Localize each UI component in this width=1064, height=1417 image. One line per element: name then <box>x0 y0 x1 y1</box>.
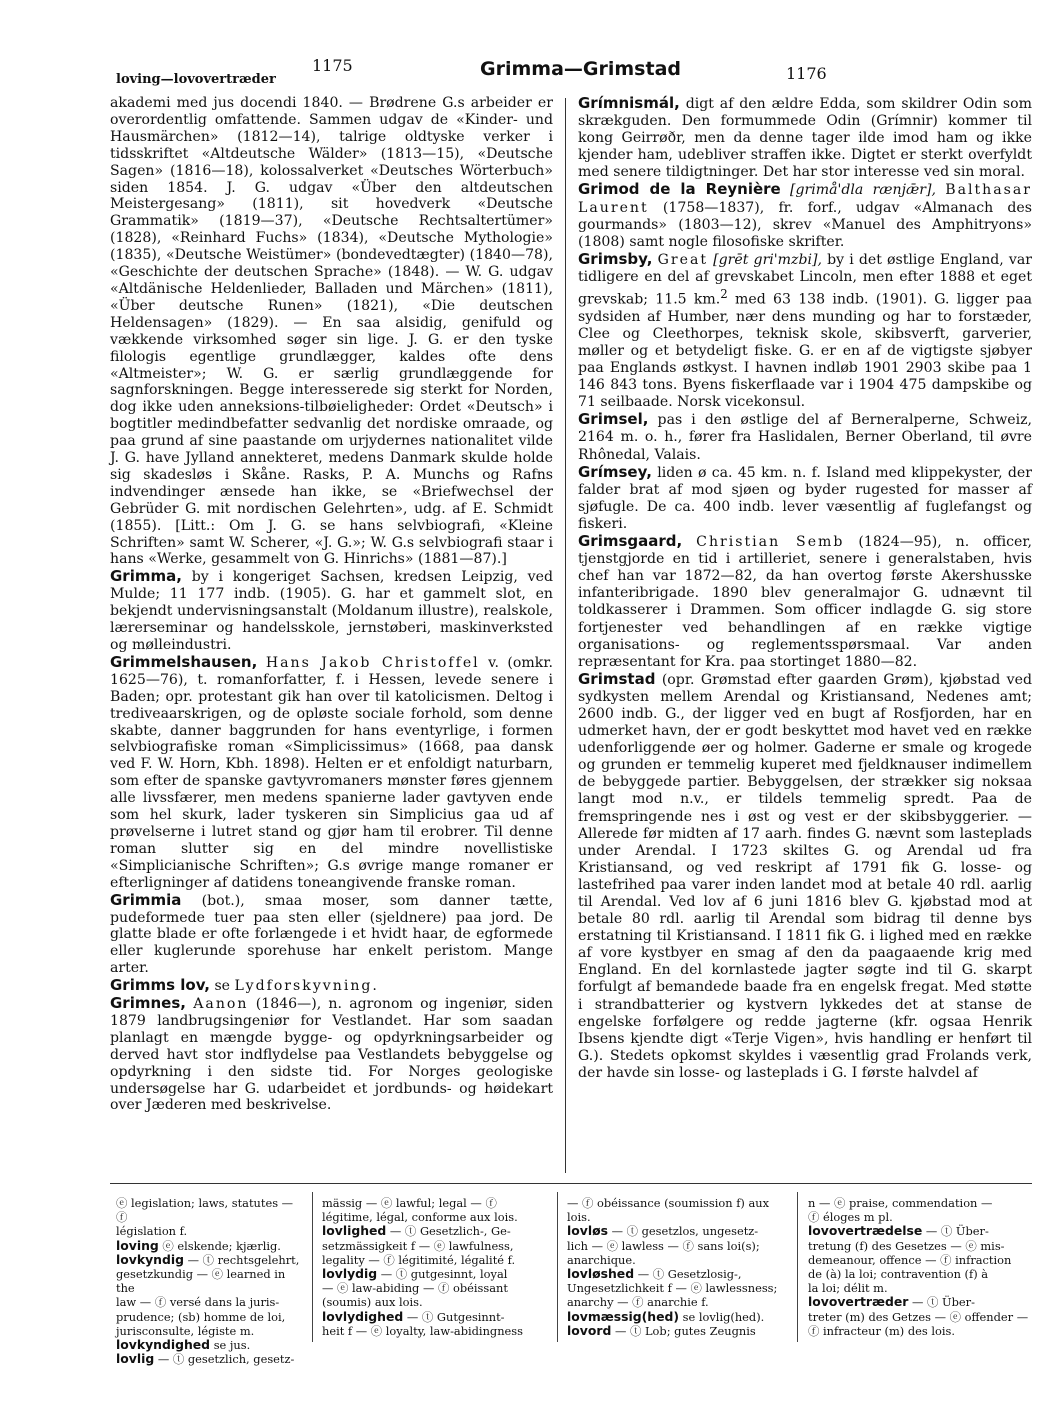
glossary-line: jurisconsulte, légiste m. <box>116 1323 255 1338</box>
glossary-line: légitime, légal, conforme aux lois. <box>322 1210 518 1225</box>
headword: Grimma, <box>110 567 182 586</box>
glossary-entry <box>567 1224 785 1238</box>
glossary-entry <box>808 1224 1030 1238</box>
glossary-line: anarchique. <box>567 1252 636 1267</box>
see-label: se <box>214 978 231 995</box>
glossary-text: — ⓣ gesetzlos, ungesetz- <box>611 1224 759 1239</box>
glossary-entry <box>116 1352 306 1366</box>
glossary-line: gesetzkundig — ⓔ learned in the <box>116 1267 286 1296</box>
entry-text: (bot.), smaa moser, som danner tætte, pudeformede tuer paa sten eller (sjeldnere) paa jord. De glatte blade er ofte forlængede i et hvidt haar, de egformede eller kuglerunde sporehuse har enkelt peristom. Mange arter. <box>110 892 553 977</box>
glossary-line: tretung (f) des Gesetzes — ⓔ mis- <box>808 1238 1005 1253</box>
name-prefix: Great <box>657 251 709 268</box>
entry-grimmelshausen <box>110 654 553 892</box>
glossary-headword: loving <box>116 1237 159 1253</box>
glossary-line: anarchy — ⓕ anarchie f. <box>567 1295 709 1310</box>
entry-grimma <box>110 568 553 654</box>
entry-text: by i det østlige England, var tidligere en del af grevskabet Lincoln, men efter 1888 et eget grevskab; 11.5 km. <box>578 251 1033 308</box>
glossary-text: — ⓣ Lob; gutes Zeugnis <box>614 1323 756 1338</box>
person-name: Balthasar Laurent <box>578 182 1033 216</box>
glossary-divider <box>312 1192 313 1342</box>
glossary-line: — ⓕ obéissance (soumission f) aux <box>567 1196 770 1210</box>
entry-text: pas i den østlige del af Berneralperne, Schweiz, 2164 m. o. h., fører fra Haslidalen, Berner Oberland, til øvre Rhônedal, Valais. <box>578 412 1033 463</box>
glossary-text: — ⓣ Gesetzlosig-, <box>637 1267 742 1282</box>
glossary-column-4 <box>808 1196 1030 1338</box>
glossary-headword: lovlig <box>116 1351 155 1367</box>
glossary-text: — ⓣ Gutgesinnt- <box>406 1309 505 1324</box>
entry-text: (1846—), n. agronom og ingeniør, siden 1879 landbrugsingeniør for Vestlandet. Har som saadan planlagt en mængde bygge- og opdyrkningsarbeider og derved havt stor indflydelse paa Vestlandets bebyggelse og opdyrkning i den sidste tid. For Norges geologiske undersøgelse har G. udarbeidet et jordbunds- og høidekart over Jæderen med beskrivelse. <box>110 996 553 1114</box>
left-column <box>110 95 553 1114</box>
column-divider <box>565 98 566 1173</box>
pronunciation: [grimå'dla rænjǣr], <box>789 182 936 199</box>
glossary-text: — ⓣ Über- <box>911 1295 975 1310</box>
glossary-entry <box>116 1239 306 1253</box>
entry-grimnes <box>110 995 553 1114</box>
page-title: Grimma—Grimstad <box>480 58 681 80</box>
glossary-headword: lovmæssig(hed) <box>567 1308 680 1324</box>
superscript: 2 <box>720 287 728 302</box>
headword: Grimms lov, <box>110 976 210 995</box>
glossary-text: — ⓣ gesetzlich, gesetz- <box>157 1352 295 1367</box>
cross-reference: Lydforskyvning. <box>234 978 379 995</box>
glossary-line: législation f. <box>116 1224 188 1239</box>
glossary-line: setzmässigkeit f — ⓔ lawfulness, <box>322 1238 514 1253</box>
headword: Grímnismál, <box>578 94 680 112</box>
headword: Grimmelshausen, <box>110 652 258 671</box>
entry-grimsgaard <box>578 533 1032 671</box>
entry-text: digt af den ældre Edda, som skildrer Odin som skrækguden. Den formummede Odin (Grímnir) kommer til kong Geirrøðr, men da denne tager ilde imod ham og ikke kjender ham, udebliver straffen ikke. Digtet er sterkt overfyldt med senere tildigtninger. Det har stor interesse ved sin moral. <box>578 96 1032 181</box>
entry-grimsey <box>578 464 1032 533</box>
glossary-line: — ⓔ law-abiding — ⓕ obéissant <box>322 1281 508 1296</box>
entry-continuation <box>110 95 553 568</box>
glossary-line: lois. <box>567 1210 591 1225</box>
person-name: Christian Semb <box>696 534 845 551</box>
glossary-line: de (à) la loi; contravention (f) à <box>808 1267 989 1282</box>
headword: Grimsel, <box>578 410 649 429</box>
glossary-text: — ⓣ rechtsgelehrt, <box>187 1252 300 1267</box>
glossary-divider <box>797 1192 798 1342</box>
headword: Grimsby, <box>578 249 653 268</box>
glossary-entry <box>322 1224 544 1238</box>
glossary-entry <box>116 1253 306 1267</box>
headword: Grimsgaard, <box>578 532 683 551</box>
glossary-text: — ⓣ Über- <box>925 1224 989 1239</box>
glossary-entry <box>567 1267 785 1281</box>
glossary-divider <box>557 1192 558 1342</box>
glossary-line: lich — ⓔ lawless — ⓕ sans loi(s); <box>567 1238 760 1253</box>
glossary-text: — ⓣ gutgesinnt, loyal <box>380 1267 508 1282</box>
headword: Grimnes, <box>110 994 186 1013</box>
glossary-entry <box>116 1338 306 1352</box>
glossary-line: ⓕ éloges m pl. <box>808 1210 893 1225</box>
glossary-headword: lovlydighed <box>322 1308 404 1324</box>
glossary-text: — ⓣ Gesetzlich-, Ge- <box>389 1224 511 1239</box>
entry-grimmia <box>110 892 553 978</box>
entry-text: (opr. Grømstad efter gaarden Grøm), kjøbstad ved sydkysten mellem Arendal og Kristiansand, Nedenes amt; 2600 indb. G., der ligger ved en bugt af Rosfjorden, har en udmerket havn, der er godt beskyttet mod havet ved en række udenforliggende øer og holmer. Gaderne er smale og krogede og grunden er temmelig kuperet med fjeldknauser indimellem de bebyggede partier. Bebyggelsen, der strækker sig noksaa langt mod n.v., er tildels temmelig spredt. Paa de fremspringende nes i øst og vest er der skibsbyggerier. — Allerede før midten af 17 aarh. findes G. nævnt som lasteplads under Arendal. I 1723 skiltes G. og Arendal ud fra Kristiansand, og ved reskript af 1791 fik G. losse- og lastefrihed paa varer inden landet mod at betale 40 rdl. aarlig til Arendal. Ved lov af 6 juni 1816 blev G. kjøbstad mod at betale 80 rdl. aarlig til Arendal som bidrag til denne bys erstatning til Kristiansand. I 1811 fik G. i lighed med en række af vore kystbyer en smag af den da paagaaende krig med England. En del kornlastede jagter søgte ind til G. skarpt forfulgt af bemandede baade fra en engelsk fregat. Med støtte i strandbatterier og kystvern lykkedes det at stanse de engelske forfølgere og redde jagterne (kfr. ogsaa Henrik Ibsens kjendte digt «Terje Vigen», hvis handling er henført til G.). Stedets opkomst skyldes i væsentlig grad Frolands verk, der havde sin losse- og lasteplads i G. I første halvdel af <box>578 671 1032 1081</box>
glossary-entry <box>808 1295 1030 1309</box>
entry-grimnismal <box>578 95 1032 181</box>
entry-text: akademi med jus docendi 1840. — Brødrene G.s arbeider er overordentlig omfattende. Sammen udgav de «Kinder- und Hausmärchen» (1812—14), talrige oldtyske verker i tidsskriftet «Altdeutsche Wälder» (1813—15), «Deutsche Sagen» (1816—18), kolossalverket «Deutsches Wörterbuch» siden 1854. J. G. udgav «Über den altdeutschen Meistergesang» (1811), sit hovedverk «Deutsche Grammatik» (1819—37), «Deutsche Rechtsaltertümer» (1828), «Reinhard Fuchs» (1834), «Deutsche Mythologie» (1835), «Deutsche Weistümer» (bondevedtægter) (1840—78), «Geschichte der deutschen Sprache» (1848). — W. G. udgav «Altdänische Heldenlieder, Balladen und Märchen» (1811), «Über deutsche Runen» (1821), «Die deutschen Heldensagen» (1829). — En saa alsidig, genifuld og vækkende virksomhed søger sin lige. J. G. er den tyske filologis egentlige grundlægger, kaldes ofte dens «Altmeister»; W. G. er særlig grundlæggende for sagnforskningen. Begge interesserede sig sterkt for Norden, dog ikke uden anneksions-tilbøieligheder: Ordet «Deutsch» i bogtitler medindbefatter sedvanlig det nordiske omraade, og paa grund af sine paastande om urjydernes nationalitet vilde J. G. have Jylland annekteret, medens Danmark skulde holde sig skadesløs i Skåne. Rasks, P. A. Munchs og Rafns indvendinger ænsede han ikke, se «Briefwechsel der Gebrüder G. mit nordischen Gelehrten», udg. af E. Schmidt (1855). [Litt.: Om J. G. se hans selvbiografi, «Kleine Schriften» samt W. Scherer, «J. G.»; W. G.s selvbiografi staar i hans «Werke, gesammelt von G. Hinrichs» (1881—87).] <box>110 95 553 568</box>
glossary-line: la loi; délit m. <box>808 1281 888 1296</box>
entry-grimsel <box>578 411 1032 463</box>
glossary-entry <box>322 1267 544 1281</box>
entry-text: med 63 138 indb. (1901). G. ligger paa sydsiden af Humber, nær dens munding og har to forstæder, Clee og Cleethorpes, teknisk skole, skibsverft, garverier, møller og et betydeligt fiske. G. er en af de vigtigste sjøbyer paa Englands østkyst. I havnen indløb 1901 2903 skibe paa 1 146 843 tons. Byens fiskerflaade var i 1904 475 dampskibe og 71 seilbaade. Norsk vicekonsul. <box>578 291 1033 411</box>
glossary-headword: lovovertrædelse <box>808 1223 923 1239</box>
glossary-headword: lovløshed <box>567 1266 635 1282</box>
glossary-entry <box>322 1310 544 1324</box>
page-number-left: 1175 <box>312 56 353 75</box>
glossary-text: ⓔ elskende; kjærlig. <box>162 1238 281 1253</box>
glossary-line: mässig — ⓔ lawful; legal — ⓕ <box>322 1196 497 1210</box>
entry-grimms-lov <box>110 977 553 995</box>
headword: Grimstad <box>578 669 656 688</box>
right-column <box>578 95 1032 1082</box>
glossary-entry <box>567 1310 785 1324</box>
headword: Grimod de la Reynière <box>578 180 781 199</box>
glossary-line: (soumis) aux lois. <box>322 1295 423 1310</box>
entry-text: by i kongeriget Sachsen, kredsen Leipzig, ved Mulde; 11 177 indb. (1905). G. har et gammelt slot, en bekjendt undervisningsanstalt (Moldanum illustre), realskole, lærerseminar og handelsskole, jernstøberi, maskinverksted og mølleindustri. <box>110 569 554 653</box>
person-name: Hans Jakob Christoffel <box>265 654 480 671</box>
footer-rule <box>110 1183 1032 1184</box>
glossary-headword: lovovertræder <box>808 1294 909 1310</box>
glossary-text: se jus. <box>213 1338 251 1353</box>
glossary-line: n — ⓔ praise, commendation — <box>808 1196 993 1210</box>
pronunciation: [grēt gri'mzbi], <box>713 251 822 268</box>
entry-text: liden ø ca. 45 km. n. f. Island med klippekyster, der falder brat af mod sjøen og byder rugested for masser af sjøfugle. De ca. 400 indb. lever væsentlig af fuglefangst og fiskeri. <box>578 464 1032 532</box>
glossary-line: Ungesetzlichkeit f — ⓔ lawlessness; <box>567 1281 778 1296</box>
glossary-headword: lovord <box>567 1322 612 1338</box>
person-name: Aanon <box>193 996 249 1013</box>
entry-text: (1824—95), n. officer, tjenstgjorde en tid i artilleriet, senere i generalstaben, hvis chef han var 1872—82, da han overtog første Akershusske infanteribrigade. 1890 blev generalmajor G. udnævnt til toldkasserer i Drammen. Som officer indlagde G. sig store fortjenester ved behandlingen af en række vigtige organisations- og reglementsspørsmaal. Var anden repræsentant for Kra. paa stortinget 1880—82. <box>578 534 1033 670</box>
glossary-headword: lovlydig <box>322 1266 378 1282</box>
glossary-line: ⓕ infracteur (m) des lois. <box>808 1323 955 1338</box>
page-number-right: 1176 <box>786 64 827 83</box>
glossary-text: se lovlig(hed). <box>682 1309 765 1324</box>
glossary-line: ⓔ legislation; laws, statutes — ⓕ <box>116 1196 294 1225</box>
glossary-headword: lovlighed <box>322 1223 387 1239</box>
glossary-headword: lovløs <box>567 1223 608 1239</box>
entry-text: (1758—1837), fr. forf., udgav «Almanach des gourmands» (1803—12), skrev «Manuel des Amphitryons» (1808) samt nogle filosofiske skrifter. <box>578 199 1033 250</box>
glossary-column-1 <box>116 1196 306 1366</box>
headword: Grímsey, <box>578 462 652 481</box>
glossary-column-3 <box>567 1196 785 1338</box>
glossary-headword: lovkyndighed <box>116 1337 211 1353</box>
headword: Grimmia <box>110 890 182 909</box>
glossary-line: heit f — ⓔ loyalty, law-abidingness <box>322 1323 523 1338</box>
glossary-entry <box>567 1324 785 1338</box>
entry-grimsby <box>578 251 1032 412</box>
glossary-headword: lovkyndig <box>116 1251 184 1267</box>
guide-words: loving—lovovertræder <box>116 72 276 87</box>
glossary-column-2 <box>322 1196 544 1338</box>
entry-grimstad <box>578 671 1032 1082</box>
glossary-line: legality — ⓕ légitimité, légalité f. <box>322 1252 516 1267</box>
entry-text: v. (omkr. 1625—76), t. romanforfatter, f. i Hessen, levede senere i Baden; opr. protestant gik han over til katolicismen. Deltog i trediveaarskrigen, og de opløste sociale forhold, som denne skabte, danner baggrunden for hans eventyrlige, i formen selvbiografiske roman «Simplicissimus» (1668, paa dansk ved F. W. Horn, Kbh. 1898). Helten er et enfoldigt naturbarn, som efter de spanske gavtyvromaners mønster føres gjennem alle livssfærer, men medens spanierne lader gavtyven ende som hel skurk, lader tyskeren sin Simplicius gaa ud af prøvelserne i lutret stand og gjør ham til erobrer. Til denne roman slutter sig en del mindre novellistiske «Simplicianische Schriften»; G.s øvrige mange romaner er efterligninger af datidens toneangivende franske roman. <box>110 654 553 891</box>
entry-grimod <box>578 181 1032 250</box>
glossary-line: law — ⓕ versé dans la juris- <box>116 1295 280 1310</box>
glossary-line: prudence; (sb) homme de loi, <box>116 1309 286 1324</box>
glossary-line: demeanour, offence — ⓕ infraction <box>808 1252 1012 1267</box>
glossary-line: treter (m) des Getzes — ⓔ offender — <box>808 1309 1029 1324</box>
